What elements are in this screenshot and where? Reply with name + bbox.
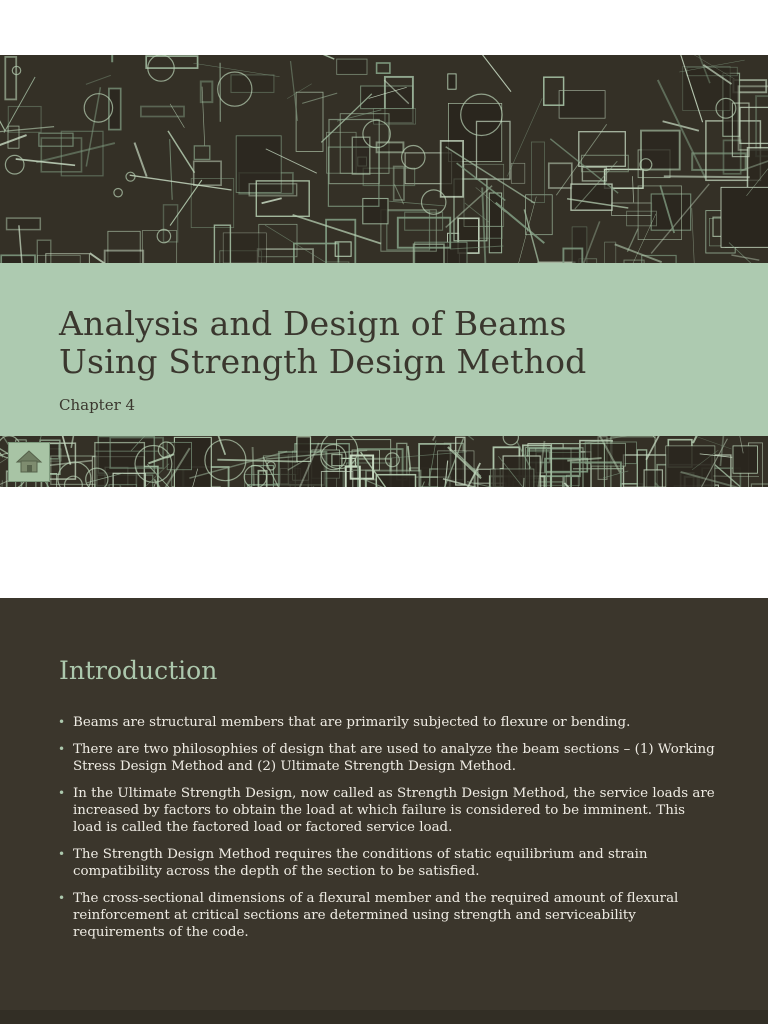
- building-outline: [352, 137, 370, 174]
- building-outline: [441, 141, 463, 197]
- bullet-icon: •: [58, 742, 66, 756]
- dome-outline: [65, 476, 83, 487]
- wireframe-line: [0, 135, 27, 145]
- bullet-text: The Strength Design Method requires the conditions of static equilibrium and strain compatibility across the depth of the section to be satisfied.: [73, 847, 648, 879]
- bullet-item: [58, 785, 718, 836]
- building-outline: [39, 133, 73, 146]
- building-outline: [641, 131, 680, 170]
- building-outline: [415, 242, 467, 263]
- building-outline: [572, 227, 587, 263]
- building-outline: [448, 74, 456, 89]
- wireframe-line: [389, 201, 444, 206]
- bullet-icon: •: [58, 715, 66, 729]
- introduction-slide: [0, 598, 768, 1024]
- bullet-list: [58, 714, 718, 951]
- bullet-icon: •: [58, 891, 66, 905]
- building-outline: [374, 109, 416, 125]
- wireframe-line: [86, 87, 100, 166]
- building-outline: [363, 199, 388, 224]
- wireframe-line: [302, 93, 337, 103]
- building-outline: [579, 132, 626, 167]
- bullet-item: [58, 846, 718, 880]
- building-outline: [489, 193, 501, 253]
- building-outline: [666, 446, 715, 487]
- wireframe-line: [408, 446, 411, 471]
- building-outline: [490, 469, 534, 487]
- wireframe-line: [615, 244, 662, 262]
- bullet-icon: •: [58, 847, 66, 861]
- dome-outline: [422, 190, 446, 214]
- building-outline: [1, 255, 35, 263]
- title-band: [0, 263, 768, 436]
- wireframe-line: [664, 176, 750, 177]
- building-outline: [612, 203, 652, 215]
- building-outline: [223, 233, 266, 263]
- bullet-text: The cross-sectional dimensions of a flexural member and the required amount of flexural reinforcement at critical sections are determined using strength and serviceability requirements of the code.: [73, 891, 679, 940]
- bullet-text: There are two philosophies of design that are used to analyze the beam sections – (1) Working Stress Design Method and (2) Ultimate Strength Design Method.: [73, 742, 715, 774]
- building-outline: [194, 146, 210, 160]
- slide-bottom-strip: [0, 1010, 768, 1024]
- wireframe-line: [633, 176, 634, 202]
- wireframe-line: [394, 184, 403, 204]
- wireframe-line: [170, 139, 173, 200]
- wireframe-line: [135, 143, 147, 177]
- wireframe-line: [291, 61, 298, 121]
- wireframe-line: [0, 99, 5, 131]
- building-outline: [146, 56, 197, 68]
- building-outline: [740, 107, 768, 143]
- wireframe-line: [692, 208, 697, 263]
- building-outline: [7, 218, 41, 230]
- wireframe-line: [170, 180, 202, 226]
- building-outline: [721, 187, 768, 247]
- title-slide: [0, 55, 768, 487]
- building-outline: [376, 475, 415, 487]
- building-outline: [294, 244, 339, 264]
- dome-outline: [503, 436, 518, 445]
- wireframe-line: [168, 131, 195, 173]
- wireframe-line: [262, 198, 282, 203]
- building-outline: [332, 455, 342, 466]
- wireframe-line: [287, 84, 312, 99]
- slide-subtitle: Chapter 4: [59, 396, 136, 414]
- city-wireframe-banner-bottom: [0, 436, 768, 487]
- building-outline: [511, 163, 525, 183]
- dome-outline: [114, 189, 122, 197]
- bullet-icon: •: [58, 786, 66, 800]
- wireframe-line: [731, 255, 759, 260]
- title-line-1: Analysis and Design of Beams: [59, 304, 567, 343]
- wireframe-line: [467, 55, 511, 92]
- wireframe-line: [627, 229, 638, 252]
- home-icon: [15, 449, 43, 473]
- building-outline: [5, 57, 16, 100]
- slide-title: [59, 305, 739, 381]
- bullet-text: In the Ultimate Strength Design, now called as Strength Design Method, the service loads are increased by factors to obtain the load at which failure is considered to be imminent. This load is called the factored load or factored service load.: [73, 786, 715, 835]
- wireframe-line: [496, 203, 545, 243]
- building-outline: [605, 242, 616, 263]
- building-outline: [109, 89, 121, 130]
- wireframe-line: [482, 188, 485, 264]
- building-outline: [142, 231, 176, 264]
- building-outline: [644, 470, 662, 487]
- wireframe-line: [86, 75, 111, 84]
- section-heading: Introduction: [59, 656, 218, 685]
- building-outline: [549, 163, 572, 188]
- building-outline: [733, 446, 757, 473]
- bullet-item: [58, 890, 718, 941]
- building-outline: [105, 251, 144, 263]
- building-outline: [751, 484, 768, 487]
- dome-outline: [5, 155, 24, 174]
- building-outline: [95, 443, 144, 487]
- wireframe-line: [4, 77, 35, 133]
- wireframe-line: [202, 87, 205, 146]
- dome-outline: [126, 172, 135, 181]
- building-outline: [531, 142, 544, 203]
- home-button[interactable]: [8, 442, 50, 482]
- building-outline: [37, 240, 51, 263]
- city-wireframe-image: [0, 55, 768, 263]
- wireframe-line: [71, 436, 83, 448]
- building-outline: [377, 63, 390, 73]
- city-wireframe-image: [0, 436, 768, 487]
- wireframe-line: [321, 94, 372, 143]
- wireframe-line: [261, 55, 334, 59]
- wireframe-line: [513, 197, 537, 263]
- bullet-text: Beams are structural members that are primarily subjected to flexure or bending.: [73, 715, 631, 730]
- city-wireframe-banner-top: [0, 55, 768, 263]
- building-outline: [559, 91, 605, 119]
- building-outline: [405, 212, 443, 230]
- building-outline: [141, 107, 184, 117]
- building-outline: [8, 126, 19, 148]
- building-outline: [194, 161, 221, 185]
- building-outline: [337, 59, 367, 74]
- bullet-item: [58, 741, 718, 775]
- title-line-2: Using Strength Design Method: [59, 342, 587, 381]
- bullet-item: [58, 714, 718, 731]
